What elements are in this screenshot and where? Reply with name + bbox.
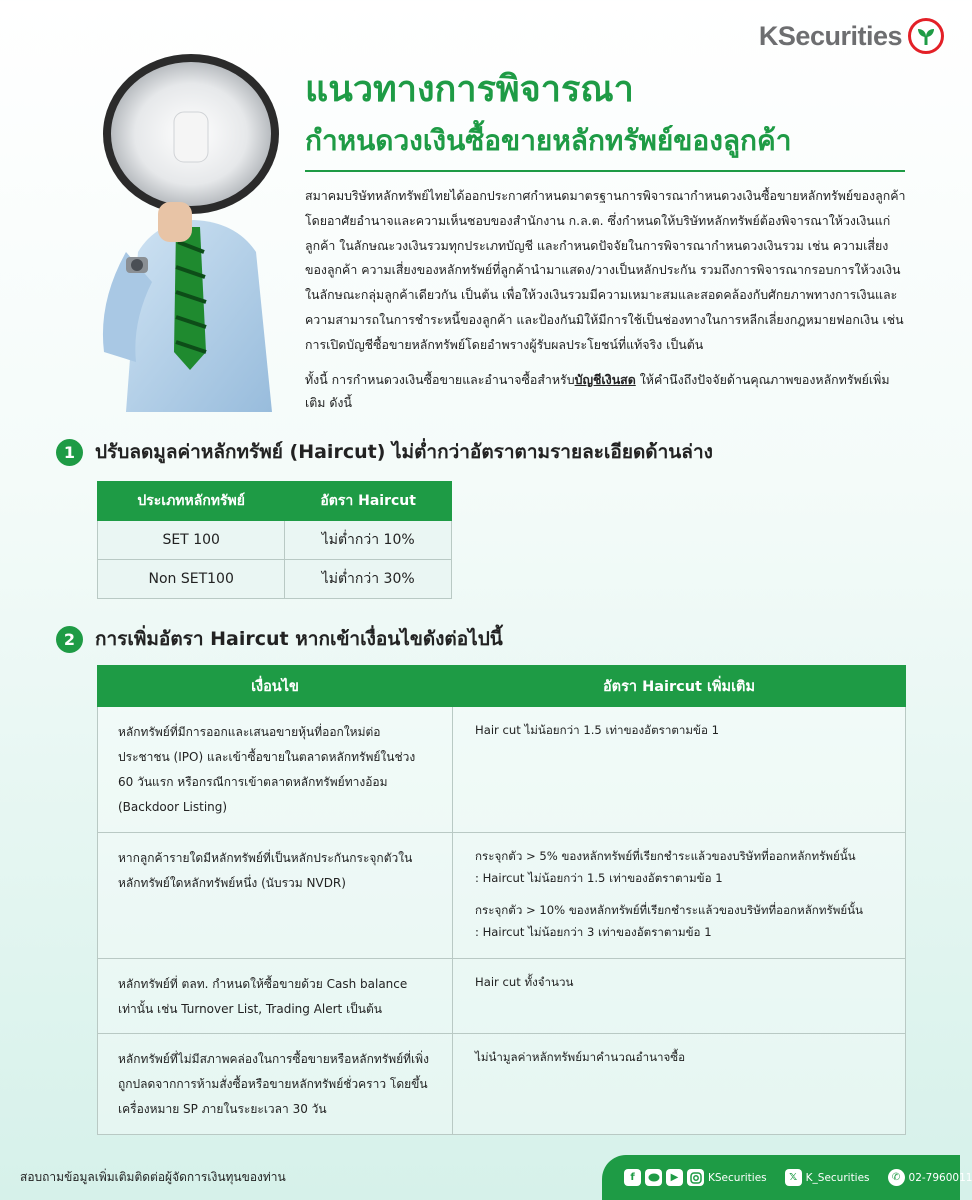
- rate-line: : Haircut ไม่น้อยกว่า 1.5 เท่าของอัตราตามข้อ 1: [475, 871, 723, 885]
- x-handle[interactable]: K_Securities: [805, 1171, 870, 1184]
- section-2-number: 2: [56, 626, 83, 653]
- instagram-icon[interactable]: [687, 1169, 704, 1186]
- rate-cell: [453, 959, 906, 1034]
- intro-note-before: ทั้งนี้ การกำหนดวงเงินซื้อขายและอำนาจซื้อสำหรับ: [305, 372, 575, 387]
- intro-paragraph: สมาคมบริษัทหลักทรัพย์ไทยได้ออกประกาศกำหนดมาตรฐานการพิจารณากำหนดวงเงินซื้อขายหลักทรัพย์ของลูกค้าโดยอาศัยอำนาจและความเห็นชอบของสำนักงาน ก.ล.ต. ซึ่งกำหนดให้บริษัทหลักทรัพย์ต้องพิจารณาให้วงเงินแก่ลูกค้า ในลักษณะวงเงินรวมทุกประเภทบัญชี และกำหนดปัจจัยในการพิจารณากำหนดวงเงินรวม เช่น ความเสี่ยงของลูกค้า ความเสี่ยงของหลักทรัพย์ที่ลูกค้านำมาแสดง/วางเป็นหลักประกัน รวมถึงการพิจารณากรอบการให้วงเงินในลักษณะกลุ่มลูกค้าเดียวกัน เป็นต้น เพื่อให้วงเงินรวมมีความเหมาะสมและสอดคล้องกับศักยภาพทางการเงินและความสามารถในการชำระหนี้ของลูกค้า และป้องกันมิให้มีการใช้เป็นช่องทางในการหลีกเลี่ยงกฎหมายฟอกเงิน เช่น การเปิดบัญชีซื้อขายหลักทรัพย์โดยอำพรางผู้รับผลประโยชน์ที่แท้จริง เป็นต้น: [305, 188, 906, 352]
- section-1-title: ปรับลดมูลค่าหลักทรัพย์ (Haircut) ไม่ต่ำกว่าอัตราตามรายละเอียดด้านล่าง: [95, 441, 713, 463]
- condition-cell: หลักทรัพย์ที่ ตลท. กำหนดให้ซื้อขายด้วย Cash balance เท่านั้น เช่น Turnover List, Trading Alert เป็นต้น: [98, 959, 453, 1034]
- x-icon[interactable]: 𝕏: [785, 1169, 802, 1186]
- intro-note: [305, 368, 907, 414]
- social-handle[interactable]: KSecurities: [708, 1171, 767, 1184]
- rate-cell: [453, 833, 906, 959]
- additional-haircut-table: [97, 665, 906, 1135]
- contact-text: สอบถามข้อมูลเพิ่มเติมติดต่อผู้จัดการเงินทุนของท่าน: [20, 1170, 286, 1184]
- brand-logo: [759, 18, 944, 54]
- table-header: เงื่อนไข: [98, 666, 453, 707]
- rate-line: กระจุกตัว > 5% ของหลักทรัพย์ที่เรียกชำระแล้วของบริษัทที่ออกหลักทรัพย์นั้น: [475, 849, 856, 863]
- table-row: [98, 1034, 906, 1135]
- intro-note-after: ให้คำนึงถึงปัจจัยด้านคุณภาพของหลักทรัพย์เพิ่มเติม ดังนี้: [305, 372, 890, 410]
- section-2-title: การเพิ่มอัตรา Haircut หากเข้าเงื่อนไขดังต่อไปนี้: [95, 628, 503, 650]
- table-row: [98, 959, 906, 1034]
- rate-line: Hair cut ไม่น้อยกว่า 1.5 เท่าของอัตราตามข้อ 1: [475, 723, 719, 737]
- haircut-rate-table: [97, 481, 452, 599]
- section-1-number: 1: [56, 439, 83, 466]
- intro-note-bold: บัญชีเงินสด: [574, 372, 636, 387]
- brand-name: KSecurities: [758, 20, 902, 51]
- condition-cell: หากลูกค้ารายใดมีหลักทรัพย์ที่เป็นหลักประกันกระจุกตัวในหลักทรัพย์ใดหลักทรัพย์หนึ่ง (นับรวม NVDR): [98, 833, 453, 959]
- megaphone-man-illustration: [96, 52, 292, 412]
- page-title: แนวทางการพิจารณา: [305, 69, 634, 110]
- table-row: [98, 560, 452, 599]
- table-cell: ไม่ต่ำกว่า 30%: [285, 560, 452, 599]
- phone-icon[interactable]: ✆: [888, 1169, 905, 1186]
- kbank-leaf-icon: [908, 18, 944, 54]
- phone-number[interactable]: 02-7960011: [908, 1171, 972, 1184]
- condition-cell: หลักทรัพย์ที่ไม่มีสภาพคล่องในการซื้อขายหรือหลักทรัพย์ที่เพิ่งถูกปลดจากการห้ามสั่งซื้อหรือขายหลักทรัพย์ชั่วคราว โดยขึ้นเครื่องหมาย SP ภายในระยะเวลา 30 วัน: [98, 1034, 453, 1135]
- rate-cell: [453, 707, 906, 833]
- section-2-heading: [56, 624, 503, 654]
- table-cell: ไม่ต่ำกว่า 10%: [285, 521, 452, 560]
- social-bar: [602, 1155, 972, 1200]
- table-header: อัตรา Haircut เพิ่มเติม: [453, 666, 906, 707]
- table-row: [98, 707, 906, 833]
- table-row: [98, 833, 906, 959]
- line-icon[interactable]: [645, 1169, 662, 1186]
- page-subtitle: กำหนดวงเงินซื้อขายหลักทรัพย์ของลูกค้า: [305, 124, 792, 157]
- section-1-heading: [56, 437, 713, 467]
- facebook-icon[interactable]: f: [624, 1169, 641, 1186]
- rate-line: กระจุกตัว > 10% ของหลักทรัพย์ที่เรียกชำระแล้วของบริษัทที่ออกหลักทรัพย์นั้น: [475, 903, 863, 917]
- table-cell: Non SET100: [98, 560, 285, 599]
- condition-cell: หลักทรัพย์ที่มีการออกและเสนอขายหุ้นที่ออกใหม่ต่อประชาชน (IPO) และเข้าซื้อขายในตลาดหลักทรัพย์ในช่วง 60 วันแรก หรือกรณีการเข้าตลาดหลักทรัพย์ทางอ้อม (Backdoor Listing): [98, 707, 453, 833]
- rate-line: ไม่นำมูลค่าหลักทรัพย์มาคำนวณอำนาจซื้อ: [475, 1050, 686, 1064]
- rate-line: Hair cut ทั้งจำนวน: [475, 975, 574, 989]
- rate-cell: [453, 1034, 906, 1135]
- title-divider: [305, 170, 905, 172]
- table-header: ประเภทหลักทรัพย์: [98, 482, 285, 521]
- youtube-icon[interactable]: ▶: [666, 1169, 683, 1186]
- rate-line: : Haircut ไม่น้อยกว่า 3 เท่าของอัตราตามข้อ 1: [475, 925, 712, 939]
- table-cell: SET 100: [98, 521, 285, 560]
- table-header: อัตรา Haircut: [285, 482, 452, 521]
- table-row: [98, 521, 452, 560]
